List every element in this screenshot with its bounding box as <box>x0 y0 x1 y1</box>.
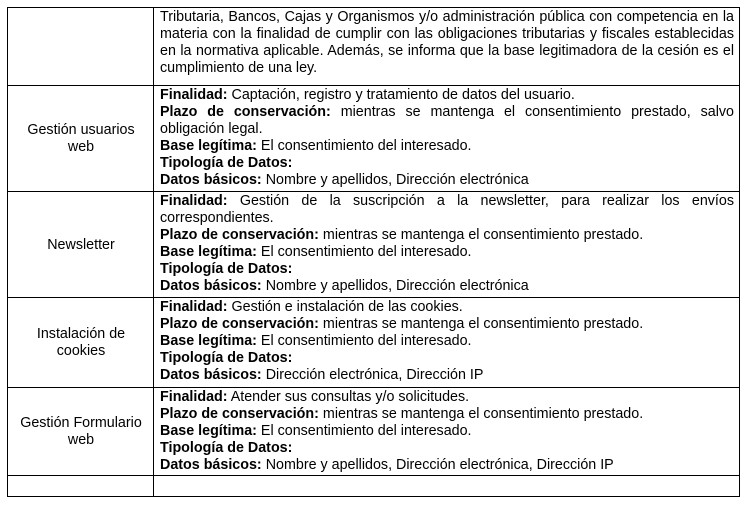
datos-line <box>160 172 734 189</box>
datos-value: Nombre y apellidos, Dirección electrónica <box>265 172 529 188</box>
tipologia-label: Tipología de Datos: <box>160 350 293 366</box>
activity-description-cell <box>154 192 740 298</box>
datos-label: Datos básicos: <box>160 367 262 383</box>
tipologia-line <box>160 261 734 278</box>
finalidad-value: Captación, registro y tratamiento de datos del usuario. <box>231 87 575 103</box>
finalidad-value: Atender sus consultas y/o solicitudes. <box>230 389 470 405</box>
base-label: Base legítima: <box>160 423 257 439</box>
plazo-line <box>160 406 734 423</box>
plazo-value: mientras se mantenga el consentimiento prestado, salvo obligación legal. <box>160 104 734 137</box>
base-line <box>160 423 734 440</box>
plazo-line <box>160 227 734 244</box>
finalidad-value: Gestión e instalación de las cookies. <box>231 299 463 315</box>
base-label: Base legítima: <box>160 244 257 260</box>
finalidad-label: Finalidad: <box>160 389 228 405</box>
plazo-value: mientras se mantenga el consentimiento prestado. <box>322 316 644 332</box>
tipologia-label: Tipología de Datos: <box>160 440 293 456</box>
table-row <box>8 8 740 86</box>
activity-description-cell: Tributaria, Bancos, Cajas y Organismos y/o administración pública con competencia en la materia con la finalidad de cumplir con las obligaciones tributarias y fiscales establecidas en la normativa aplicable. Además, se informa que la base legitimadora de la cesión es el cumplimiento de una ley. <box>154 8 740 86</box>
table-row <box>8 476 740 497</box>
plazo-label: Plazo de conservación: <box>160 104 331 120</box>
tipologia-line <box>160 350 734 367</box>
datos-value: Nombre y apellidos, Dirección electrónica, Dirección IP <box>265 457 614 473</box>
data-processing-table <box>7 7 740 497</box>
finalidad-line <box>160 87 734 104</box>
tipologia-line <box>160 440 734 457</box>
plazo-line <box>160 316 734 333</box>
activity-name-cell: Gestión Formulario web <box>8 388 154 476</box>
base-line <box>160 333 734 350</box>
base-line <box>160 138 734 155</box>
activity-name-cell <box>8 476 154 497</box>
finalidad-label: Finalidad: <box>160 193 228 209</box>
finalidad-label: Finalidad: <box>160 299 228 315</box>
tipologia-line <box>160 155 734 172</box>
finalidad-line <box>160 193 734 227</box>
activity-name-cell <box>8 8 154 86</box>
tipologia-label: Tipología de Datos: <box>160 155 293 171</box>
finalidad-line <box>160 389 734 406</box>
datos-value: Nombre y apellidos, Dirección electrónica <box>265 278 529 294</box>
finalidad-line <box>160 299 734 316</box>
datos-label: Datos básicos: <box>160 172 262 188</box>
plazo-label: Plazo de conservación: <box>160 316 319 332</box>
base-value: El consentimiento del interesado. <box>260 333 472 349</box>
base-value: El consentimiento del interesado. <box>260 423 472 439</box>
activity-name-cell: Instalación de cookies <box>8 298 154 388</box>
base-line <box>160 244 734 261</box>
plazo-label: Plazo de conservación: <box>160 406 319 422</box>
table-row <box>8 388 740 476</box>
plazo-label: Plazo de conservación: <box>160 227 319 243</box>
plazo-value: mientras se mantenga el consentimiento prestado. <box>322 227 644 243</box>
base-value: El consentimiento del interesado. <box>260 138 472 154</box>
datos-label: Datos básicos: <box>160 457 262 473</box>
activity-name-cell: Gestión usuarios web <box>8 86 154 192</box>
finalidad-label: Finalidad: <box>160 87 228 103</box>
datos-label: Datos básicos: <box>160 278 262 294</box>
plazo-line <box>160 104 734 138</box>
datos-line <box>160 457 734 474</box>
activity-description-cell <box>154 388 740 476</box>
plazo-value: mientras se mantenga el consentimiento prestado. <box>322 406 644 422</box>
base-label: Base legítima: <box>160 138 257 154</box>
datos-value: Dirección electrónica, Dirección IP <box>265 367 484 383</box>
datos-line <box>160 278 734 295</box>
table-row <box>8 192 740 298</box>
finalidad-value: Gestión de la suscripción a la newsletter, para realizar los envíos correspondientes. <box>160 193 734 226</box>
base-value: El consentimiento del interesado. <box>260 244 472 260</box>
tipologia-label: Tipología de Datos: <box>160 261 293 277</box>
table-row <box>8 298 740 388</box>
base-label: Base legítima: <box>160 333 257 349</box>
datos-line <box>160 367 734 384</box>
activity-description-cell <box>154 298 740 388</box>
activity-description-cell <box>154 476 740 497</box>
activity-name-cell: Newsletter <box>8 192 154 298</box>
table-row <box>8 86 740 192</box>
activity-description-cell <box>154 86 740 192</box>
